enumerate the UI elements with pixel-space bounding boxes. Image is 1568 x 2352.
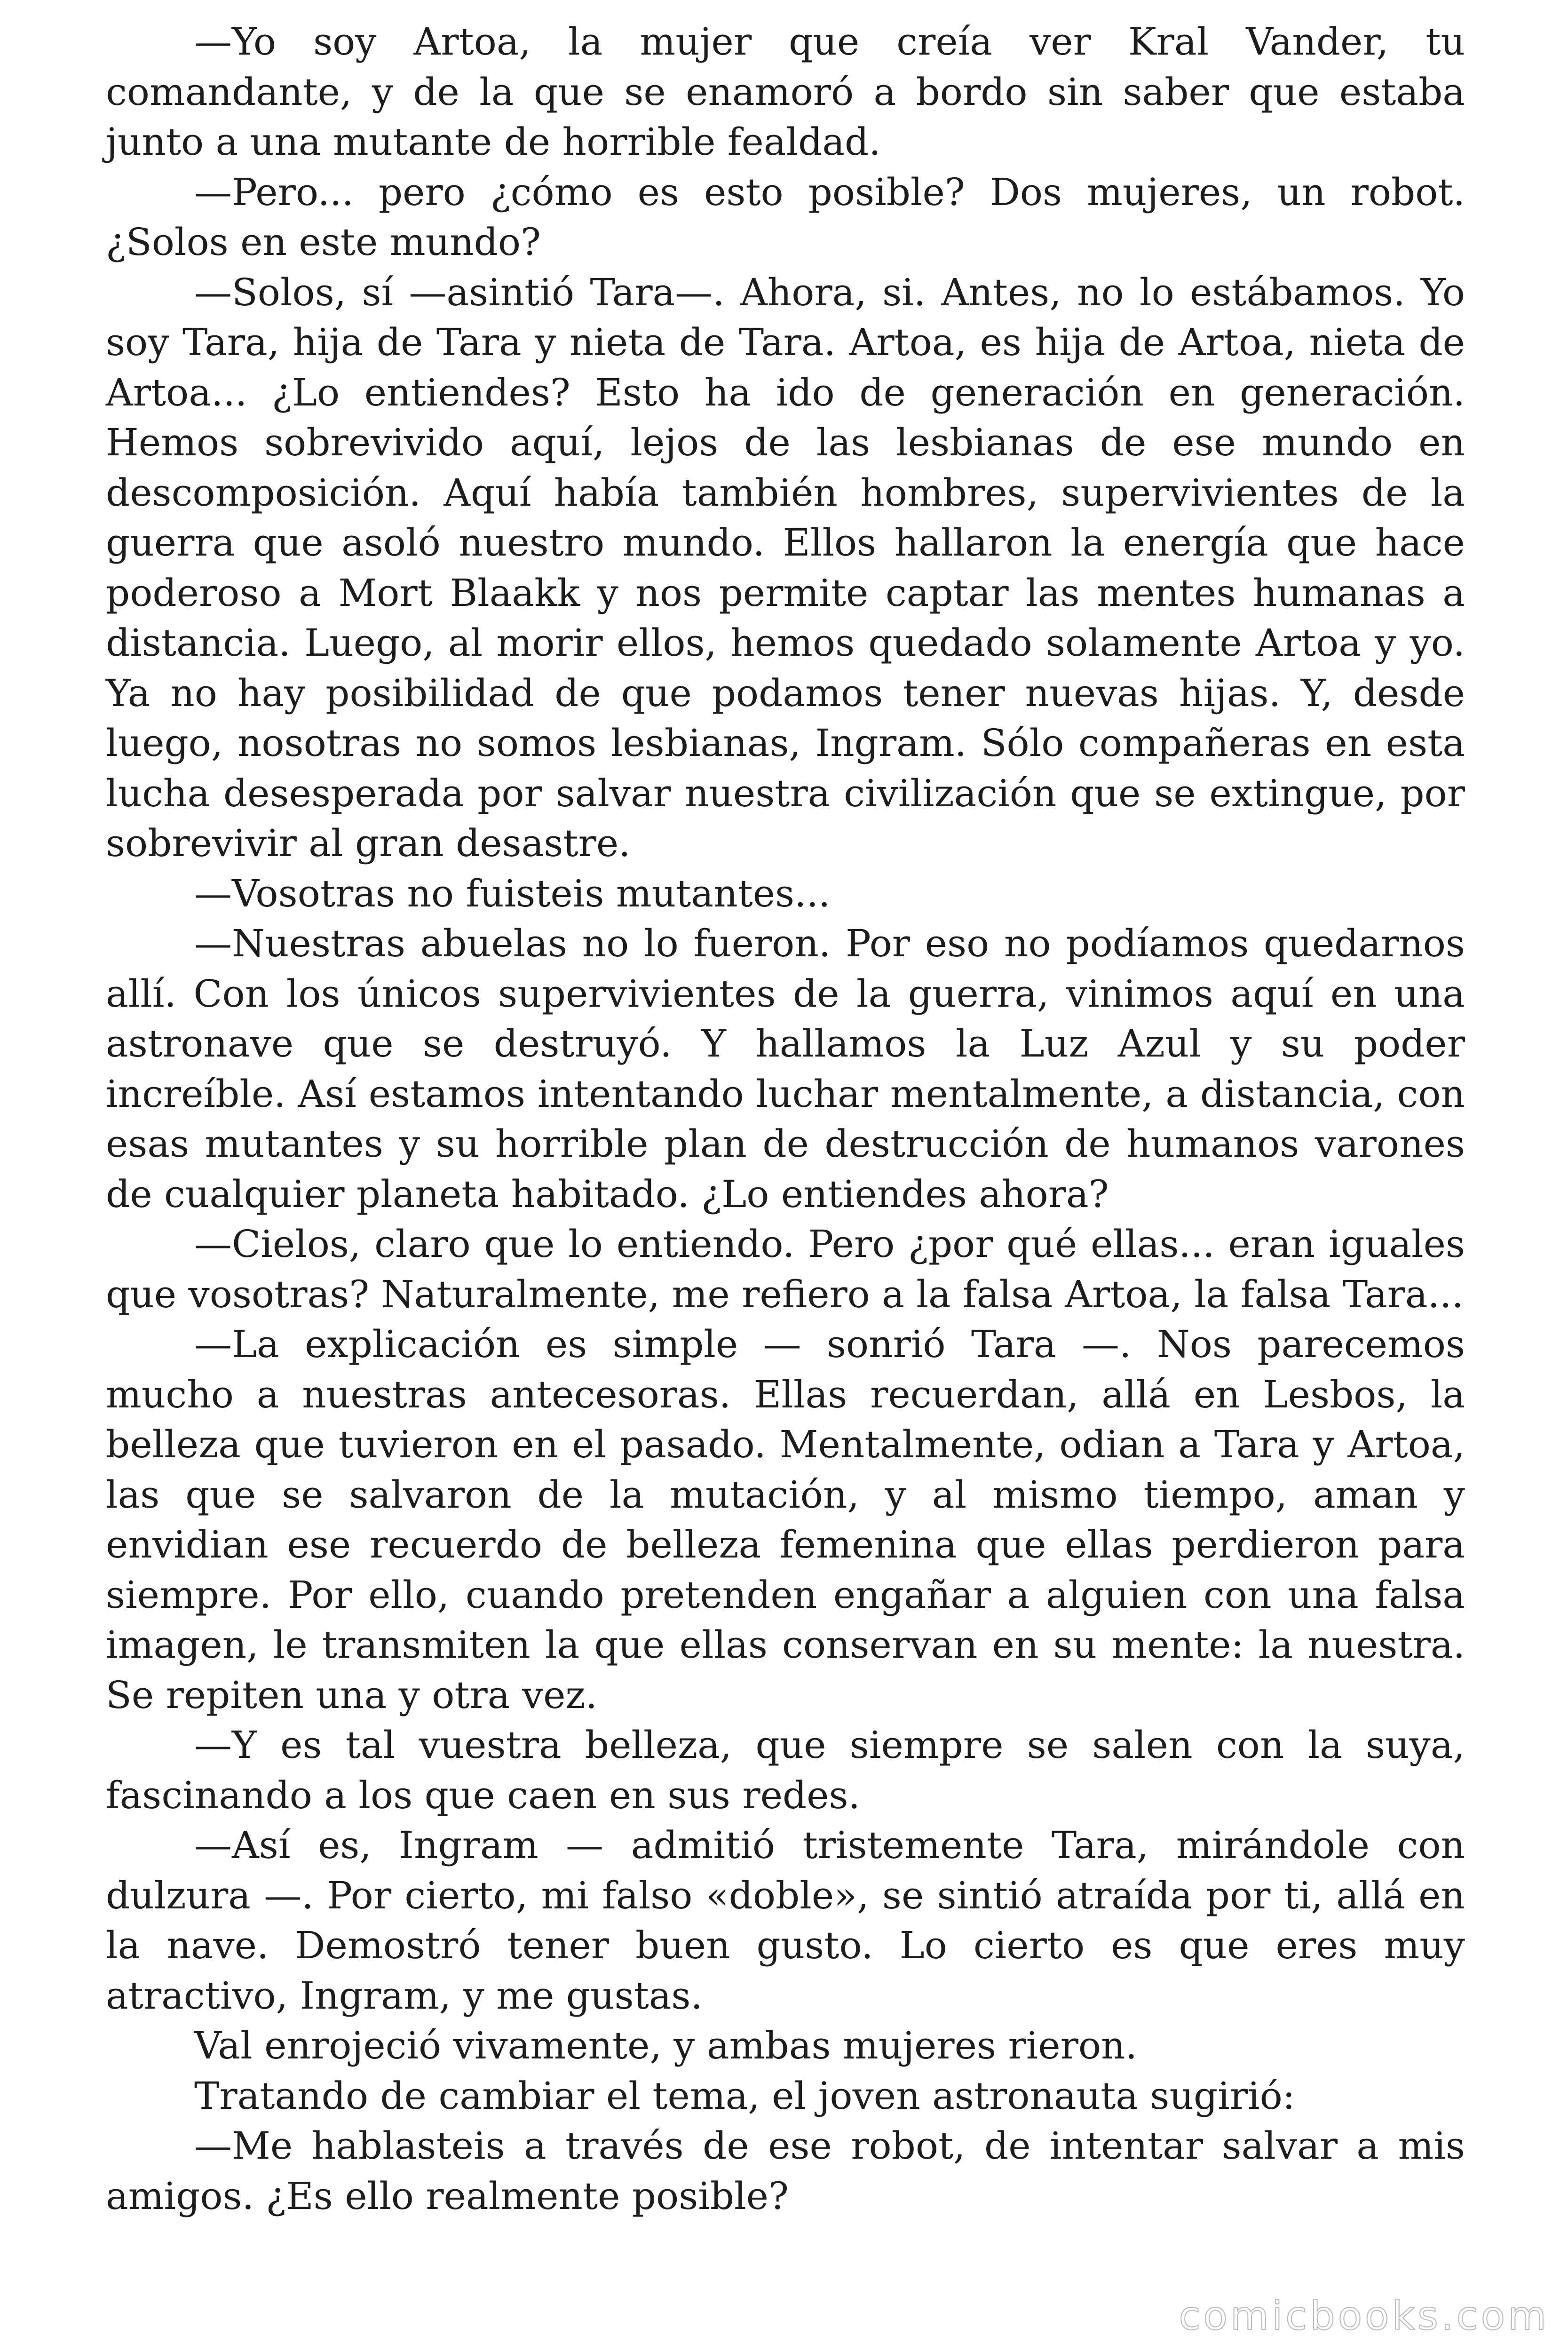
paragraph: —Así es, Ingram — admitió tristemente Tara, mirándole con dulzura —. Por cierto, mi falso «doble», se sintió atraída por ti, allá en la nave. Demostró tener buen gusto. Lo cierto es que eres muy atractivo, Ingram, y me gustas. (106, 1823, 1465, 2018)
paragraph: —Pero... pero ¿cómo es esto posible? Dos mujeres, un robot. ¿Solos en este mundo? (106, 170, 1465, 264)
paragraph: —Y es tal vuestra belleza, que siempre se salen con la suya, fascinando a los que caen en sus redes. (106, 1723, 1465, 1817)
paragraph: —Solos, sí —asintió Tara—. Ahora, si. Antes, no lo estábamos. Yo soy Tara, hija de Tara y nieta de Tara. Artoa, es hija de Artoa, nieta de Artoa... ¿Lo entiendes? Esto ha ido de generación en generación. Hemos sobrevivido aquí, lejos de las lesbianas de ese mundo en descomposición. Aquí había también hombres, supervivientes de la guerra que asoló nuestro mundo. Ellos hallaron la energía que hace poderoso a Mort Blaakk y nos permite captar las mentes humanas a distancia. Luego, al morir ellos, hemos quedado solamente Artoa y yo. Ya no hay posibilidad de que podamos tener nuevas hijas. Y, desde luego, nosotras no somos lesbianas, Ingram. Sólo compañeras en esta lucha desesperada por salvar nuestra civilización que se extingue, por sobrevivir al gran desastre. (106, 270, 1465, 865)
paragraph: Tratando de cambiar el tema, el joven astronauta sugirió: (194, 2074, 1295, 2118)
paragraph: —Nuestras abuelas no lo fueron. Por eso no podíamos quedarnos allí. Con los únicos supervivientes de la guerra, vinimos aquí en una astronave que se destruyó. Y hallamos la Luz Azul y su poder increíble. Así estamos intentando luchar mentalmente, a distancia, con esas mutantes y su horrible plan de destrucción de humanos varones de cualquier planeta habitado. ¿Lo entiendes ahora? (106, 922, 1465, 1216)
site-watermark: comicbooks.com (1179, 2293, 1549, 2339)
paragraph: —Cielos, claro que lo entiendo. Pero ¿por qué ellas... eran iguales que vosotras? Naturalmente, me refiero a la falsa Artoa, la falsa Tara... (106, 1222, 1465, 1316)
paragraph: —Vosotras no fuisteis mutantes... (194, 871, 831, 915)
book-page-text (106, 17, 1465, 2221)
paragraph: —Yo soy Artoa, la mujer que creía ver Kral Vander, tu comandante, y de la que se enamoró a bordo sin saber que estaba junto a una mutante de horrible fealdad. (106, 20, 1465, 164)
paragraph: Val enrojeció vivamente, y ambas mujeres rieron. (194, 2024, 1137, 2067)
paragraph: —Me hablasteis a través de ese robot, de intentar salvar a mis amigos. ¿Es ello realmente posible? (106, 2124, 1465, 2218)
paragraph: —La explicación es simple — sonrió Tara —. Nos parecemos mucho a nuestras antecesoras. Ellas recuerdan, allá en Lesbos, la belleza que tuvieron en el pasado. Mentalmente, odian a Tara y Artoa, las que se salvaron de la mutación, y al mismo tiempo, aman y envidian ese recuerdo de belleza femenina que ellas perdieron para siempre. Por ello, cuando pretenden engañar a alguien con una falsa imagen, le transmiten la que ellas conservan en su mente: la nuestra. Se repiten una y otra vez. (106, 1322, 1465, 1717)
